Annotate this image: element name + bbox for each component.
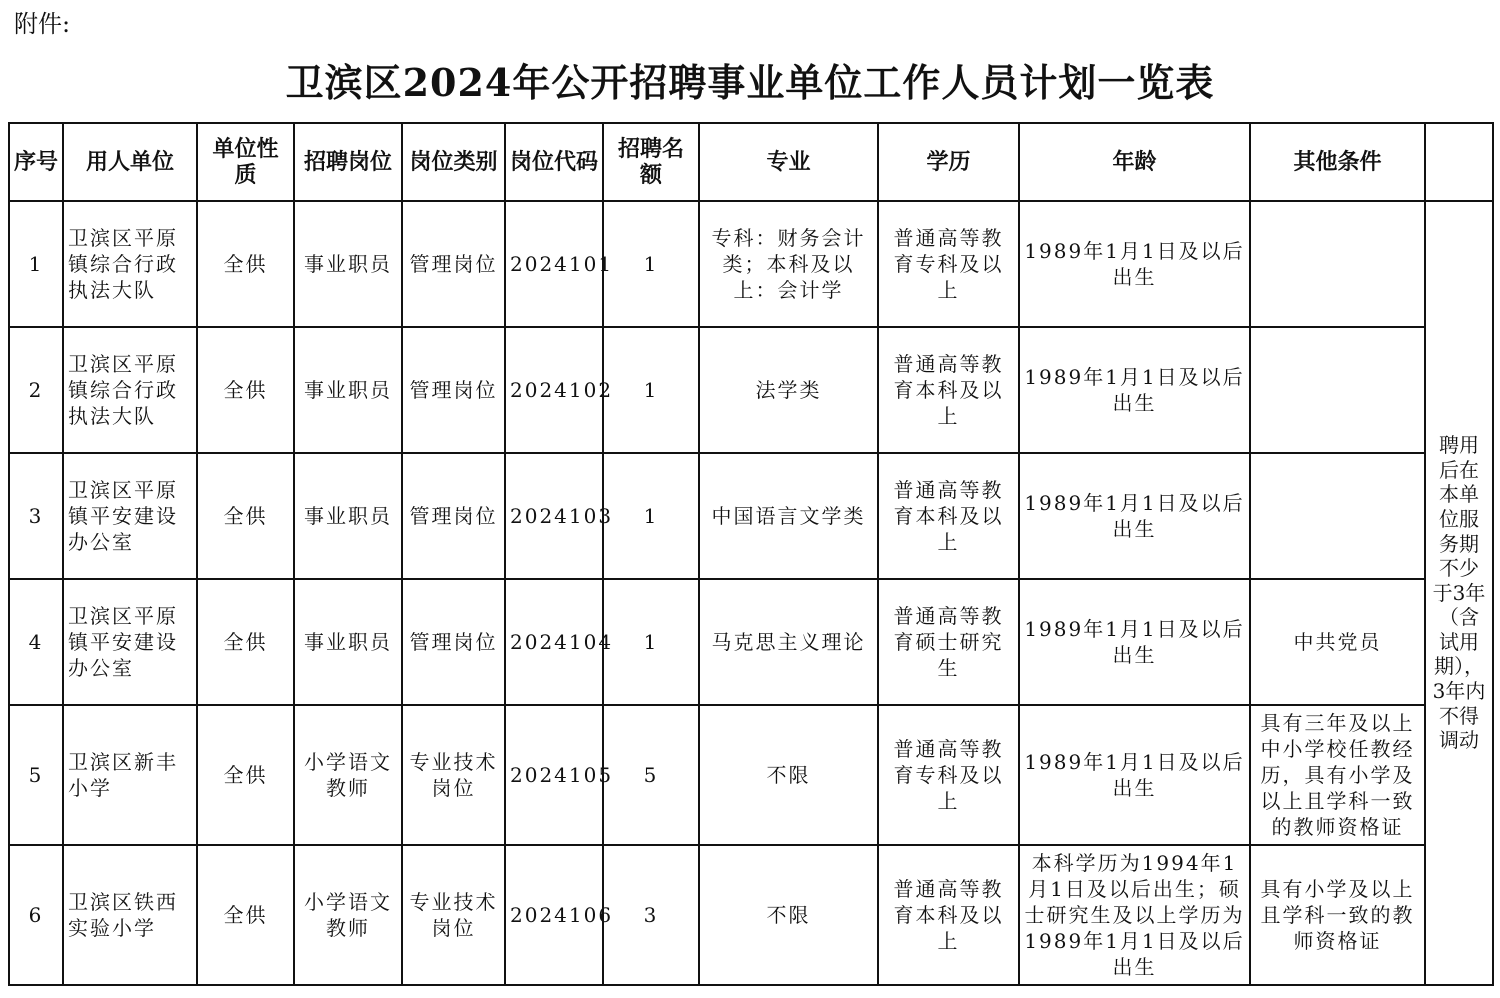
document-title: 卫滨区2024年公开招聘事业单位工作人员计划一览表 — [285, 60, 1215, 105]
cell-education: 普通高等教育本科及以上 — [878, 845, 1019, 985]
cell-quota: 1 — [603, 327, 699, 453]
header-post: 招聘岗位 — [294, 123, 402, 201]
cell-post: 事业职员 — [294, 579, 402, 705]
cell-other: 具有小学及以上且学科一致的教师资格证 — [1250, 845, 1425, 985]
cell-no: 3 — [9, 453, 63, 579]
header-education: 学历 — [878, 123, 1019, 201]
cell-category: 管理岗位 — [402, 327, 505, 453]
cell-code: 2024103 — [505, 453, 603, 579]
header-note — [1425, 123, 1493, 201]
cell-code: 2024105 — [505, 705, 603, 845]
header-quota: 招聘名额 — [603, 123, 699, 201]
cell-category: 管理岗位 — [402, 453, 505, 579]
cell-other — [1250, 201, 1425, 327]
cell-category: 专业技术岗位 — [402, 845, 505, 985]
cell-education: 普通高等教育硕士研究生 — [878, 579, 1019, 705]
cell-unit: 卫滨区平原镇平安建设办公室 — [63, 453, 197, 579]
table-row — [9, 453, 1493, 579]
cell-education: 普通高等教育本科及以上 — [878, 327, 1019, 453]
cell-no: 6 — [9, 845, 63, 985]
cell-education: 普通高等教育专科及以上 — [878, 201, 1019, 327]
cell-education: 普通高等教育专科及以上 — [878, 705, 1019, 845]
table-row — [9, 705, 1493, 845]
cell-other — [1250, 327, 1425, 453]
cell-education: 普通高等教育本科及以上 — [878, 453, 1019, 579]
cell-age: 1989年1月1日及以后出生 — [1019, 705, 1250, 845]
header-code: 岗位代码 — [505, 123, 603, 201]
cell-category: 管理岗位 — [402, 579, 505, 705]
cell-major: 不限 — [699, 845, 878, 985]
attachment-label: 附件: — [14, 10, 71, 38]
cell-major: 不限 — [699, 705, 878, 845]
cell-code: 2024104 — [505, 579, 603, 705]
cell-nature: 全供 — [197, 453, 294, 579]
cell-quota: 1 — [603, 453, 699, 579]
recruitment-plan-table — [8, 122, 1494, 986]
cell-code: 2024102 — [505, 327, 603, 453]
cell-quota: 1 — [603, 201, 699, 327]
header-no: 序号 — [9, 123, 63, 201]
cell-no: 4 — [9, 579, 63, 705]
cell-category: 专业技术岗位 — [402, 705, 505, 845]
cell-post: 事业职员 — [294, 327, 402, 453]
cell-quota: 1 — [603, 579, 699, 705]
header-row — [9, 123, 1493, 201]
cell-age: 1989年1月1日及以后出生 — [1019, 453, 1250, 579]
cell-age: 1989年1月1日及以后出生 — [1019, 201, 1250, 327]
cell-nature: 全供 — [197, 201, 294, 327]
cell-major: 专科：财务会计类；本科及以上：会计学 — [699, 201, 878, 327]
cell-other: 中共党员 — [1250, 579, 1425, 705]
header-major: 专业 — [699, 123, 878, 201]
header-unit: 用人单位 — [63, 123, 197, 201]
table-row — [9, 579, 1493, 705]
table-row — [9, 327, 1493, 453]
header-other: 其他条件 — [1250, 123, 1425, 201]
cell-unit: 卫滨区平原镇综合行政执法大队 — [63, 327, 197, 453]
cell-category: 管理岗位 — [402, 201, 505, 327]
cell-no: 1 — [9, 201, 63, 327]
table-row — [9, 845, 1493, 985]
cell-no: 2 — [9, 327, 63, 453]
cell-nature: 全供 — [197, 705, 294, 845]
cell-unit: 卫滨区平原镇综合行政执法大队 — [63, 201, 197, 327]
cell-nature: 全供 — [197, 845, 294, 985]
cell-nature: 全供 — [197, 579, 294, 705]
cell-major: 马克思主义理论 — [699, 579, 878, 705]
cell-other: 具有三年及以上中小学校任教经历，具有小学及以上且学科一致的教师资格证 — [1250, 705, 1425, 845]
cell-age: 1989年1月1日及以后出生 — [1019, 327, 1250, 453]
service-period-note: 聘用后在本单位服务期不少于3年（含试用期），3年内不得调动 — [1425, 201, 1493, 985]
cell-no: 5 — [9, 705, 63, 845]
cell-age: 1989年1月1日及以后出生 — [1019, 579, 1250, 705]
cell-other — [1250, 453, 1425, 579]
cell-quota: 5 — [603, 705, 699, 845]
header-category: 岗位类别 — [402, 123, 505, 201]
cell-post: 事业职员 — [294, 453, 402, 579]
cell-unit: 卫滨区铁西实验小学 — [63, 845, 197, 985]
cell-code: 2024106 — [505, 845, 603, 985]
header-age: 年龄 — [1019, 123, 1250, 201]
cell-post: 小学语文教师 — [294, 845, 402, 985]
cell-quota: 3 — [603, 845, 699, 985]
cell-unit: 卫滨区新丰小学 — [63, 705, 197, 845]
cell-post: 事业职员 — [294, 201, 402, 327]
header-nature: 单位性质 — [197, 123, 294, 201]
cell-major: 中国语言文学类 — [699, 453, 878, 579]
cell-nature: 全供 — [197, 327, 294, 453]
cell-major: 法学类 — [699, 327, 878, 453]
cell-unit: 卫滨区平原镇平安建设办公室 — [63, 579, 197, 705]
cell-code: 2024101 — [505, 201, 603, 327]
cell-age: 本科学历为1994年1月1日及以后出生；硕士研究生及以上学历为1989年1月1日及以后出生 — [1019, 845, 1250, 985]
table-row — [9, 201, 1493, 327]
cell-post: 小学语文教师 — [294, 705, 402, 845]
